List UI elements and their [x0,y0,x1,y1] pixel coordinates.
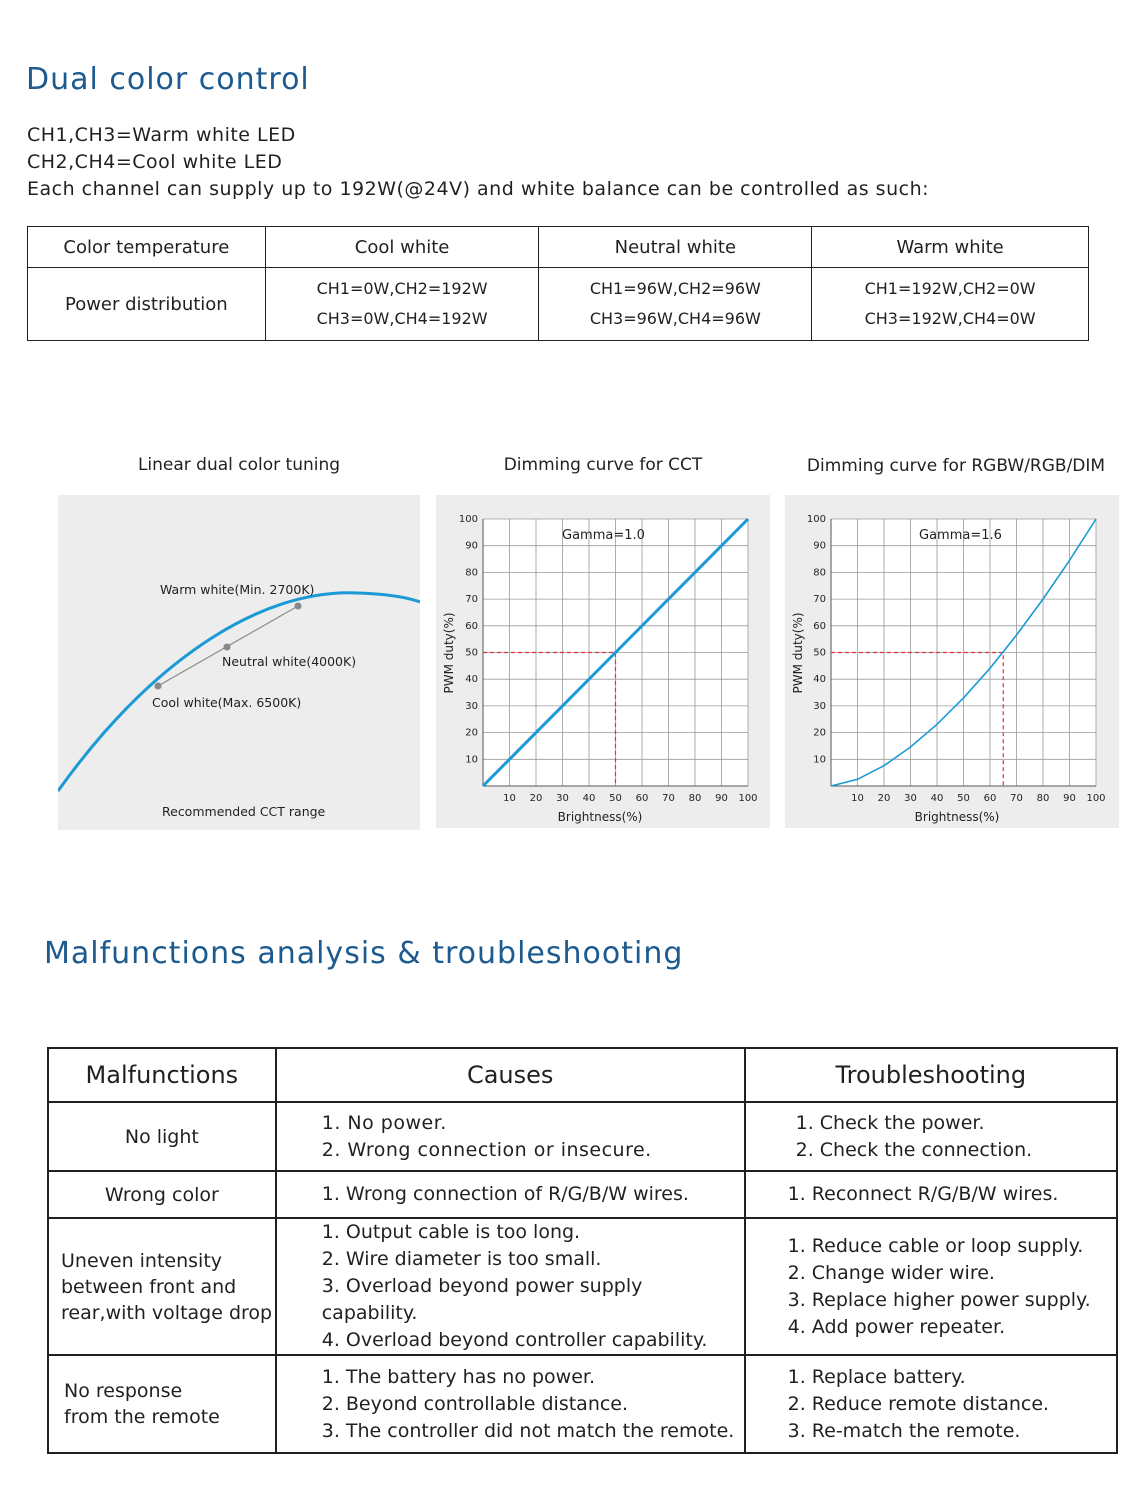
x-tick-label: 70 [1010,793,1023,804]
neutral-white-point [224,644,231,651]
x-axis-label: Brightness(%) [557,810,643,824]
y-tick-label: 30 [465,700,478,712]
cool-white-point [155,683,162,690]
cause-line: 2. Beyond controllable distance. [321,1392,629,1415]
section-title-dual-color: Dual color control [26,62,310,97]
fixes-cell [745,1355,1117,1453]
causes-cell [276,1171,745,1218]
fix-line: 3. Replace higher power supply. [787,1288,1091,1311]
chart-title-cct: Dimming curve for CCT [503,455,703,475]
header-malfunctions: Malfunctions [48,1048,276,1102]
fix-line: 1. Reduce cable or loop supply. [787,1234,1084,1257]
cause-line: 1. Wrong connection of R/G/B/W wires. [321,1183,689,1205]
y-tick-label: 40 [465,674,478,686]
malfunction-cell [48,1218,276,1355]
cause-line: 3. The controller did not match the remote. [321,1419,735,1442]
fix-line: 2. Reduce remote distance. [787,1392,1050,1415]
cause-line: 1. No power. [321,1111,447,1134]
cause-line: 1. Output cable is too long. [321,1221,581,1243]
cell-line: CH1=192W,CH2=0W [864,279,1036,298]
malfunction-line: Wrong color [104,1183,219,1206]
fix-line: 2. Check the connection. [795,1138,1033,1161]
cool-white-label: Cool white(Max. 6500K) [152,695,302,710]
fix-line: 3. Re-match the remote. [787,1419,1021,1442]
y-tick-label: 90 [813,540,826,552]
intro-text [27,122,929,203]
y-tick-label: 70 [465,594,478,606]
y-tick-label: 50 [813,647,826,659]
header-color-temperature: Color temperature [28,227,266,268]
header-causes: Causes [276,1048,745,1102]
cell-cool-white [265,268,539,341]
y-tick-label: 100 [458,514,478,525]
table-row [48,1355,1117,1453]
y-tick-label: 40 [813,674,826,686]
x-tick-label: 20 [877,793,891,804]
malfunction-cell [48,1102,276,1171]
row-label-power-distribution: Power distribution [28,268,266,341]
cause-line: 2. Wrong connection or insecure. [321,1138,652,1161]
y-tick-label: 10 [813,754,826,766]
malfunction-table [47,1047,1118,1454]
recommended-cct-caption: Recommended CCT range [162,804,326,819]
y-tick-label: 20 [813,727,826,739]
malfunction-line: No response [64,1380,183,1402]
cause-line: 2. Wire diameter is too small. [321,1248,602,1270]
y-axis-label: PWM duty(%) [442,612,456,694]
chart-title-linear: Linear dual color tuning [137,455,341,475]
header-warm-white: Warm white [812,227,1089,268]
fixes-cell [745,1171,1117,1218]
malfunction-line: No light [124,1125,199,1148]
cause-line: 3. Overload beyond power supply capability. [321,1275,643,1324]
x-tick-label: 60 [635,793,649,804]
rgbw-chart-panel [785,495,1119,828]
malfunction-line: Uneven intensity [61,1249,223,1272]
x-tick-label: 40 [582,793,596,804]
linear-tuning-panel [58,495,420,830]
cell-warm-white [812,268,1089,341]
causes-cell [276,1355,745,1453]
y-tick-label: 90 [465,540,478,552]
fix-line: 2. Change wider wire. [787,1261,995,1284]
fixes-cell [745,1218,1117,1355]
chart-title-rgbw: Dimming curve for RGBW/RGB/DIM [806,456,1106,476]
y-tick-label: 10 [465,754,478,766]
cct-dimming-chart [436,495,770,828]
header-cool-white: Cool white [265,227,539,268]
cell-neutral-white [539,268,812,341]
x-tick-label: 70 [662,793,675,804]
x-tick-label: 10 [851,793,864,804]
y-tick-label: 80 [813,567,826,579]
fix-line: 1. Reconnect R/G/B/W wires. [787,1183,1059,1205]
gamma-label: Gamma=1.0 [562,528,645,543]
y-tick-label: 80 [465,567,478,579]
y-tick-label: 60 [465,620,478,632]
y-tick-label: 60 [813,620,826,632]
warm-white-label: Warm white(Min. 2700K) [160,582,315,597]
x-tick-label: 60 [983,793,997,804]
x-tick-label: 80 [1036,793,1050,804]
fix-line: 4. Add power repeater. [787,1315,1006,1338]
rgbw-dimming-chart [785,495,1119,828]
intro-line: Each channel can supply up to 192W(@24V) and white balance can be controlled as such: [27,178,930,200]
x-tick-label: 40 [930,793,944,804]
malfunction-line: between front and [61,1275,237,1298]
x-tick-label: 30 [904,793,917,804]
malfunction-line: from the remote [64,1406,220,1428]
causes-cell [276,1218,745,1355]
intro-line: CH1,CH3=Warm white LED [27,124,296,146]
neutral-white-label: Neutral white(4000K) [222,654,357,669]
malfunction-cell [48,1355,276,1453]
fixes-cell [745,1102,1117,1171]
fix-line: 1. Check the power. [795,1111,985,1134]
fix-line: 1. Replace battery. [787,1365,966,1388]
header-neutral-white: Neutral white [539,227,812,268]
y-tick-label: 30 [813,700,826,712]
y-tick-label: 70 [813,594,826,606]
table-row [48,1102,1117,1171]
cell-line: CH3=96W,CH4=96W [589,309,761,328]
cell-line: CH1=96W,CH2=96W [589,279,761,298]
gamma-label: Gamma=1.6 [919,528,1002,543]
x-tick-label: 90 [715,793,728,804]
chart-grid [831,519,1096,786]
x-axis-label: Brightness(%) [914,810,1000,824]
table-row [48,1171,1117,1218]
x-tick-label: 30 [556,793,569,804]
x-tick-label: 100 [1086,793,1106,804]
cct-chart-panel [436,495,770,828]
x-tick-label: 50 [957,793,970,804]
linear-tuning-diagram [58,495,420,830]
intro-line: CH2,CH4=Cool white LED [27,151,283,173]
y-tick-label: 50 [465,647,478,659]
y-tick-label: 20 [465,727,478,739]
x-tick-label: 20 [529,793,543,804]
y-axis-label: PWM duty(%) [791,612,805,694]
x-tick-label: 10 [503,793,516,804]
header-troubleshooting: Troubleshooting [745,1048,1117,1102]
cause-line: 4. Overload beyond controller capability. [321,1329,708,1351]
cause-line: 1. The battery has no power. [321,1365,596,1388]
causes-cell [276,1102,745,1171]
malfunction-cell [48,1171,276,1218]
color-temperature-table [27,226,1089,341]
cell-line: CH3=0W,CH4=192W [316,309,488,328]
y-tick-label: 100 [806,514,826,525]
malfunction-line: rear,with voltage drop [61,1301,273,1324]
cell-line: CH1=0W,CH2=192W [316,279,488,298]
x-tick-label: 80 [688,793,702,804]
x-tick-label: 90 [1063,793,1076,804]
section-title-malfunctions: Malfunctions analysis & troubleshooting [44,936,684,971]
x-tick-label: 100 [738,793,758,804]
cell-line: CH3=192W,CH4=0W [864,309,1036,328]
warm-white-point [295,603,302,610]
x-tick-label: 50 [609,793,622,804]
cct-curve [58,593,420,791]
table-row [48,1218,1117,1355]
